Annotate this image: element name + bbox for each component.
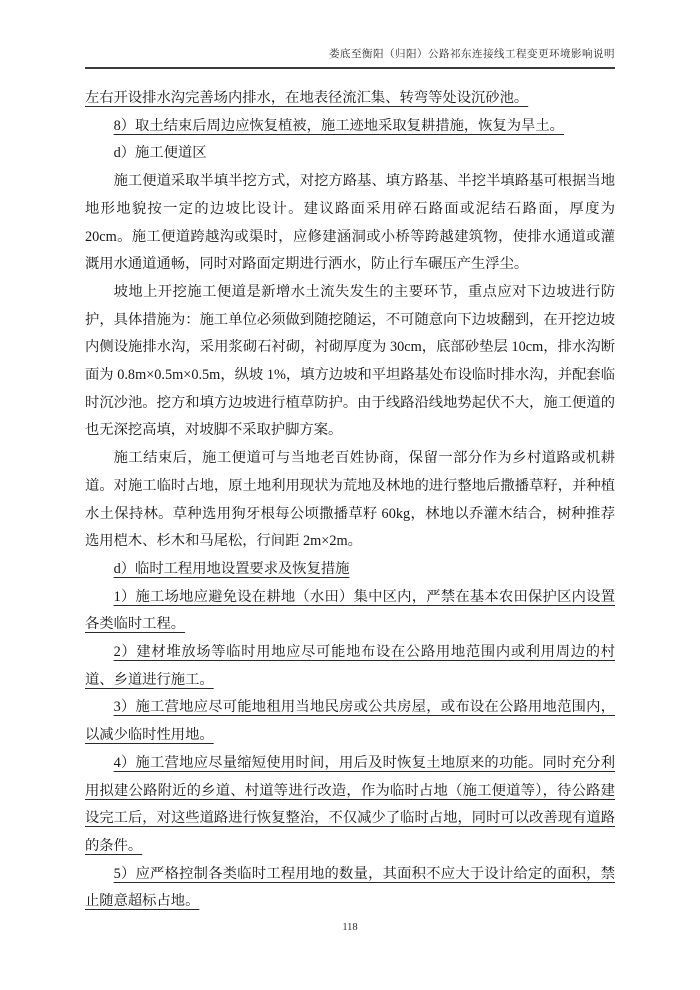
heading-temporary-land-use: d）临时工程用地设置要求及恢复措施 <box>113 560 350 577</box>
header-title: 娄底至衡阳（归阳）公路祁东连接线工程变更环境影响说明 <box>329 49 615 60</box>
para-road-design: 施工便道采取半填半挖方式，对挖方路基、填方路基、半挖半填路基可根据当地地形地貌按一定的边坡比设计。建议路面采用碎石路面或泥结石路面，厚度为 20cm。施工便道跨越沟或渠时，应修建涵洞或小桥等跨越建筑物，使排水通道或灌溉用水通道通畅，同时对路面定期进行洒水，防止行车碾压产生浮尘。 <box>85 173 615 273</box>
para-item-3: 3）施工营地应尽可能地租用当地民房或公共房屋，或布设在公路用地范围内，以减少临时性用地。 <box>85 699 615 744</box>
para-item-4: 4）施工营地应尽量缩短使用时间，用后及时恢复土地原来的功能。同时充分利用拟建公路附近的乡道、村道等进行改造，作为临时占地（施工便道等），待公路建设完工后，对这些道路进行恢复整治，不仅减少了临时占地，同时可以改善现有道路的条件。 <box>85 754 615 854</box>
heading-construction-road-zone: d）施工便道区 <box>113 145 207 162</box>
document-body <box>85 85 615 916</box>
para-drainage-continuation: 左右开设排水沟完善场内排水，在地表径流汇集、转弯等处设沉砂池。 <box>85 90 529 106</box>
header-rule <box>85 67 615 69</box>
para-slope-protection: 坡地上开挖施工便道是新增水土流失发生的主要环节，重点应对下边坡进行防护，具体措施为：施工单位必须做到随挖随运，不可随意向下边坡翻到，在开挖边坡内侧设施排水沟，采用浆砌石衬砌，衬砌厚度为 30cm，底部砂垫层 10cm，排水沟断面为 0.8m×0.5m×0.5m，纵坡 1%，填方边坡和平坦路基处布设临时排水沟，并配套临时沉沙池。挖方和填方边坡进行植草防护。由于线路沿线地势起伏不大，施工便道的也无深挖高填，对坡脚不采取护脚方案。 <box>85 283 615 439</box>
para-item-8: 8）取土结束后周边应恢复植被，施工迹地采取复耕措施，恢复为旱土。 <box>113 117 564 134</box>
page-footer <box>0 922 700 933</box>
para-item-1: 1）施工场地应避免设在耕地（水田）集中区内，严禁在基本农田保护区内设置各类临时工程。 <box>85 588 615 633</box>
page-number: 118 <box>342 922 358 933</box>
para-item-2: 2）建材堆放场等临时用地应尽可能地布设在公路用地范围内或利用周边的村道、乡道进行施工。 <box>85 644 615 688</box>
para-item-5: 5）应严格控制各类临时工程用地的数量，其面积不应大于设计给定的面积，禁止随意超标占地。 <box>85 865 615 910</box>
para-restoration: 施工结束后，施工便道可与当地老百姓协商，保留一部分作为乡村道路或机耕道。对施工临时占地，原土地利用现状为荒地及林地的进行整地后撒播草籽，并种植水土保持林。草种选用狗牙根每公顷撒播草籽 60kg，林地以乔灌木结合，树种推荐选用桤木、杉木和马尾松，行间距 2m×2m。 <box>85 450 615 550</box>
